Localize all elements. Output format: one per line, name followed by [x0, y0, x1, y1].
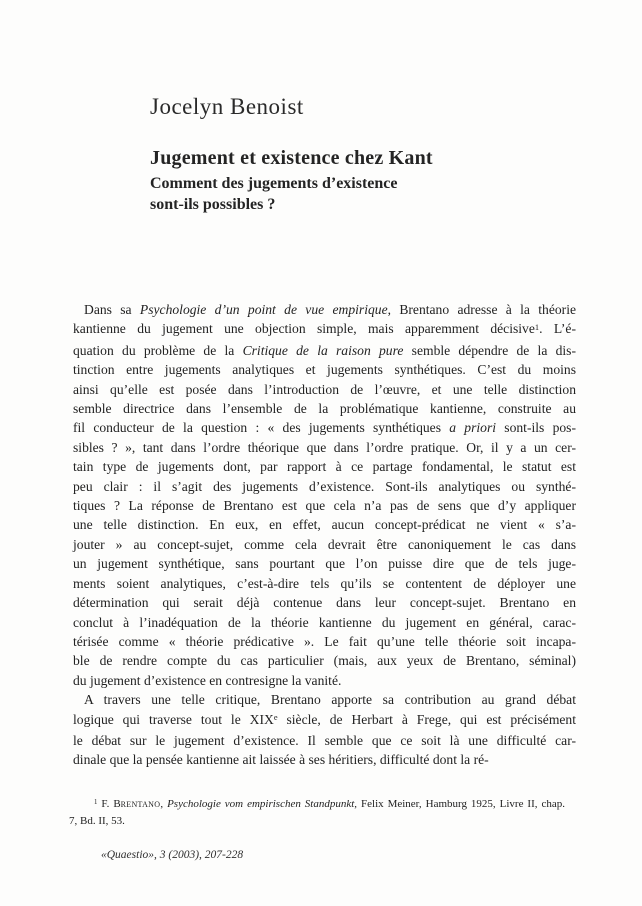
text-line [69, 797, 565, 814]
text-segment: a priori [449, 420, 497, 436]
text-segment: , Felix Meiner, Hamburg 1925, Livre II, chap. [354, 798, 565, 810]
text-line [73, 477, 576, 496]
text-segment: siècle, de Herbart à Frege, qui est précisément [277, 711, 576, 727]
text-line [69, 814, 565, 830]
text-line [73, 341, 576, 360]
text-segment: le débat sur le jugement d’existence. Il semble que ce soit là une difficulté car- [73, 732, 576, 748]
text-segment: détermination qui serait déjà contenue dans leur concept-sujet. Brentano en [73, 595, 576, 611]
text-line [73, 300, 576, 319]
text-line [73, 750, 576, 769]
journal-citation: «Quaestio», 3 (2003), 207-228 [101, 849, 244, 861]
text-segment: . L’é- [539, 321, 576, 337]
superscript: 1 [534, 321, 540, 332]
text-segment: Psychologie d’un point de vue empirique [139, 302, 388, 317]
text-line [73, 380, 576, 399]
text-segment: du jugement d’existence en contresigne la vanité. [73, 672, 342, 688]
text-segment: ments soient analytiques, c’est-à-dire tels qu’ils se contentent de déployer une [73, 575, 576, 591]
text-segment: rentano [120, 798, 161, 810]
text-segment: Psychologie vom empirischen Standpunkt [167, 798, 355, 810]
text-line [73, 535, 576, 554]
text-segment: tain type de jugements dont, par rapport à ce partage fondamental, le statut est [73, 459, 576, 475]
article-subtitle [150, 174, 398, 215]
text-line [73, 593, 576, 612]
text-segment: tiques ? La réponse de Brentano est que cela n’a pas de sens que d’y appliquer [73, 498, 576, 514]
text-line [73, 457, 576, 476]
text-segment: dinale que la pensée kantienne ait laissée à ses héritiers, difficulté dont la ré- [73, 752, 489, 768]
superscript: e [273, 711, 278, 722]
text-line [73, 554, 576, 573]
text-line [73, 710, 576, 731]
text-segment: logique qui traverse tout le XIX [73, 711, 274, 727]
text-segment: , [160, 798, 168, 810]
text-segment: semble directrice dans l’ensemble de la problématique kantienne, construite au [73, 401, 576, 417]
text-line [73, 574, 576, 593]
text-line [73, 319, 576, 340]
text-line [73, 613, 576, 632]
text-segment: peu clair : il s’agit des jugements d’existence. Sont-ils analytiques ou synthé- [73, 478, 576, 494]
text-segment: sont-ils pos- [496, 420, 576, 436]
text-segment: , Brentano adresse à la théorie [387, 302, 577, 317]
text-line [73, 690, 576, 709]
text-line [73, 418, 576, 437]
subtitle-line-1: Comment des jugements d’existence [150, 175, 398, 192]
subtitle-line-2: sont-ils possibles ? [150, 195, 276, 213]
text-line [73, 399, 576, 418]
text-segment: ble de rendre compte du cas particulier (mais, aux yeux de Brentano, séminal) [73, 653, 576, 669]
text-segment: térisée comme « théorie prédicative ». Le fait qu’une telle théorie soit incapa- [73, 633, 576, 649]
text-segment: quation du problème de la [73, 342, 243, 358]
text-segment: tinction entre jugements analytiques et jugements synthétiques. C’est du moins [73, 362, 576, 378]
text-line [73, 360, 576, 379]
text-segment: ainsi qu’elle est posée dans l’introduction de l’œuvre, et une telle distinction [73, 381, 576, 397]
superscript: 1 [94, 798, 98, 806]
text-segment: un jugement synthétique, sans pourtant que l’on puisse dire que de tels juge- [73, 556, 576, 572]
text-segment: une telle distinction. En eux, en effet, aucun concept-prédicat ne vient « s’a- [73, 517, 576, 533]
body-text [73, 300, 576, 770]
text-segment: Dans sa [84, 302, 140, 317]
text-line [73, 731, 576, 750]
text-segment: fil conducteur de la question : « des jugements synthétiques [73, 420, 450, 436]
text-segment: semble dépendre de la dis- [403, 342, 576, 358]
text-segment: 7, Bd. II, 53. [69, 814, 125, 827]
text-line [73, 496, 576, 515]
text-line [73, 651, 576, 670]
text-segment: A travers une telle critique, Brentano apporte sa contribution au grand débat [84, 692, 576, 708]
text-segment: jouter » au concept-sujet, comme cela devrait être canoniquement le cas dans [73, 536, 576, 552]
text-line [73, 515, 576, 534]
article-title: Jugement et existence chez Kant [150, 147, 433, 169]
footnote [69, 797, 565, 829]
text-segment: sibles ? », tant dans l’ordre théorique que dans l’ordre pratique. Or, il y a un cer- [73, 439, 576, 455]
text-line [73, 671, 576, 690]
text-segment: conclut à l’inadéquation de la théorie kantienne du jugement en général, carac- [73, 614, 576, 630]
text-segment: F. B [97, 798, 121, 810]
text-segment: Critique de la raison pure [242, 342, 404, 358]
author-name: Jocelyn Benoist [150, 94, 304, 119]
text-segment: kantienne du jugement une objection simple, mais apparemment décisive [73, 321, 535, 337]
text-line [73, 438, 576, 457]
text-line [73, 632, 576, 651]
